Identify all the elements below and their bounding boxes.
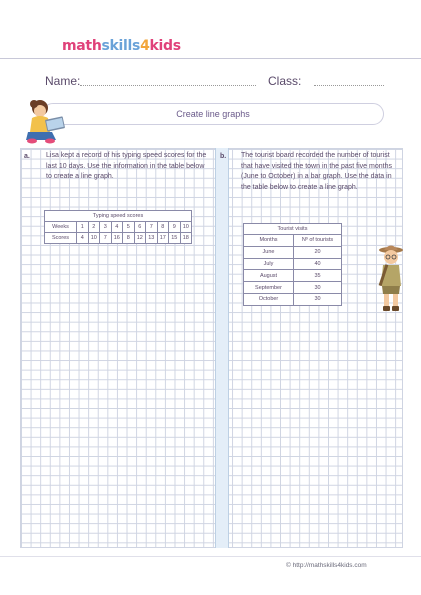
- logo-part-kids: kids: [149, 38, 181, 54]
- table-cell: 40: [294, 258, 342, 270]
- column-divider: [215, 148, 229, 548]
- question-a-label: a.: [24, 153, 30, 160]
- table-cell: 3: [100, 222, 112, 233]
- table-cell: 2: [88, 222, 100, 233]
- table-cell: 1: [77, 222, 89, 233]
- table-cell: June: [244, 246, 294, 258]
- row-label-weeks: Weeks: [45, 222, 77, 233]
- table-cell: 12: [134, 233, 146, 244]
- worksheet-title-bar: [42, 103, 384, 125]
- name-field-line[interactable]: [80, 85, 256, 86]
- table-cell: October: [244, 293, 294, 305]
- table-cell: 7: [146, 222, 158, 233]
- graph-paper-grid: [20, 148, 403, 548]
- table-cell: July: [244, 258, 294, 270]
- typing-speed-table: [44, 210, 192, 244]
- explorer-boy-illustration: [374, 242, 408, 314]
- table-row: [244, 282, 342, 294]
- table-cell: 8: [157, 222, 169, 233]
- table-cell: 7: [100, 233, 112, 244]
- brand-logo: [62, 38, 181, 54]
- row-label-scores: Scores: [45, 233, 77, 244]
- table-row: [244, 246, 342, 258]
- worksheet-title: Create line graphs: [176, 109, 250, 119]
- logo-part-skills: skills: [101, 38, 141, 54]
- table-cell: 6: [134, 222, 146, 233]
- table-row: [45, 233, 192, 244]
- table-cell: 20: [294, 246, 342, 258]
- column-header-tourists: Nº of tourists: [294, 235, 342, 247]
- table-row: [244, 270, 342, 282]
- table-row: [244, 258, 342, 270]
- typing-table-caption: Typing speed scores: [45, 211, 192, 222]
- question-a-text: Lisa kept a record of his typing speed scores for the last 10 days. Use the information in the table below to create a line graph.: [46, 152, 207, 180]
- logo-part-math: math: [62, 38, 102, 54]
- column-header-months: Months: [244, 235, 294, 247]
- table-cell: 9: [169, 222, 181, 233]
- table-cell: 18: [180, 233, 192, 244]
- table-cell: 30: [294, 282, 342, 294]
- table-row: [45, 222, 192, 233]
- question-b-text: The tourist board recorded the number of tourist that have visited the town in the past five months (June to October) in a bar graph. Use the data in the table below to create a line graph.: [241, 152, 392, 191]
- table-cell: August: [244, 270, 294, 282]
- table-row: [244, 293, 342, 305]
- table-cell: 10: [180, 222, 192, 233]
- table-cell: 17: [157, 233, 169, 244]
- table-header-row: [244, 235, 342, 247]
- logo-part-4: 4: [140, 38, 150, 54]
- table-cell: 4: [77, 233, 89, 244]
- girl-with-laptop-illustration: [20, 96, 72, 148]
- name-label: Name:: [45, 74, 81, 88]
- table-cell: 10: [88, 233, 100, 244]
- table-cell: 16: [111, 233, 123, 244]
- table-cell: 8: [123, 233, 135, 244]
- table-cell: 15: [169, 233, 181, 244]
- question-b-label: b.: [220, 153, 227, 160]
- table-cell: September: [244, 282, 294, 294]
- class-field-line[interactable]: [314, 85, 384, 86]
- class-label: Class:: [268, 74, 302, 88]
- table-cell: 5: [123, 222, 135, 233]
- copyright-footer: © http://mathskills4kids.com: [286, 562, 367, 569]
- table-cell: 4: [111, 222, 123, 233]
- footer-divider: [0, 556, 421, 557]
- table-cell: 30: [294, 293, 342, 305]
- tourist-visits-table: [243, 223, 342, 306]
- header-divider: [0, 58, 421, 59]
- table-cell: 35: [294, 270, 342, 282]
- table-cell: 13: [146, 233, 158, 244]
- tourist-table-caption: Tourist visits: [244, 224, 342, 235]
